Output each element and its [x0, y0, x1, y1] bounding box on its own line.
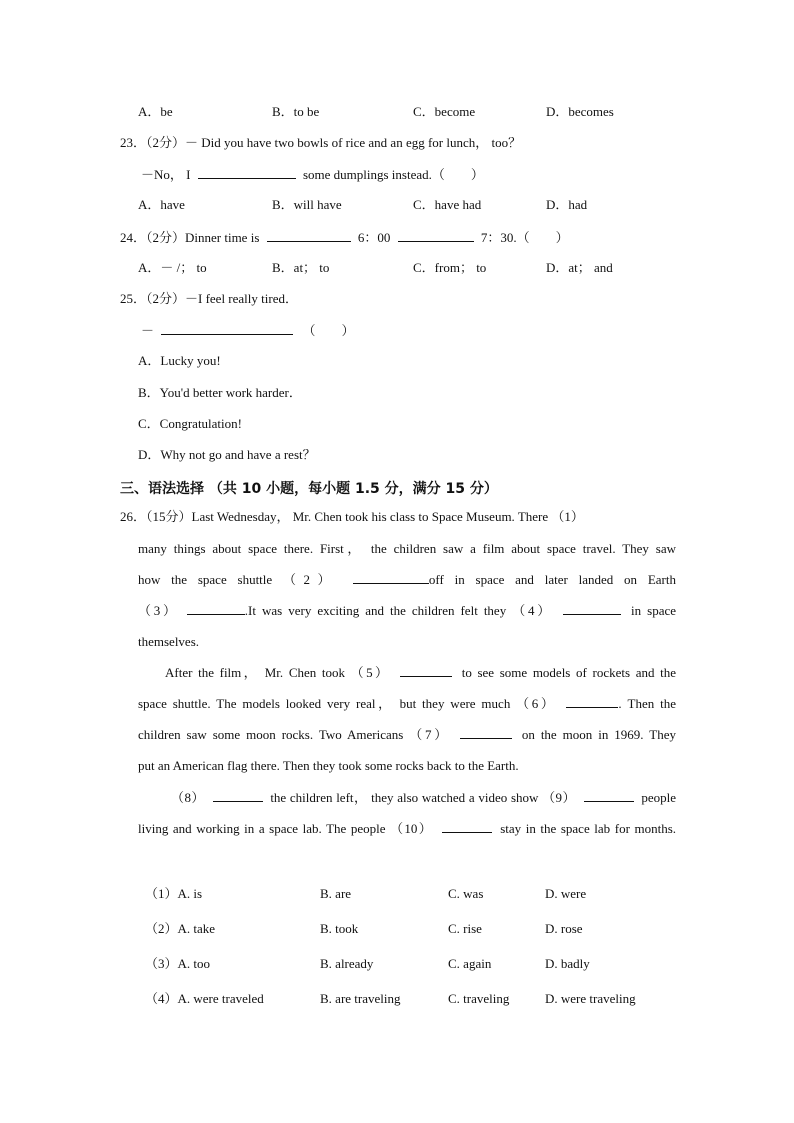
q23-line2-post: some dumplings instead.（ ） [302, 167, 484, 182]
q23-option-d: D．had [546, 197, 588, 212]
q26-p2-line-a [138, 657, 676, 688]
q26-p1-d-post: in space [631, 603, 677, 618]
q24-blank-1 [267, 229, 351, 242]
q23-option-c: C．have had [413, 197, 482, 212]
q26-p2-line-b [138, 688, 676, 719]
q26-p2-line-c [138, 719, 676, 750]
q26-opt-3-a: （3）A. too [145, 956, 211, 971]
q23-option-a: A．have [138, 197, 185, 212]
q26-p3-a-mid: the children left， they also watched a video show （9） [270, 790, 576, 805]
q25-line2-post: （ ） [302, 323, 355, 338]
q26-p1-line-e: themselves. [138, 634, 200, 649]
q26-blank-9 [584, 789, 634, 802]
q26-p1-line-c [138, 564, 676, 595]
q25-option-b: B．You'd better work harder． [138, 385, 302, 400]
q26-opt-4-d: D. were traveling [545, 991, 636, 1006]
q25-line2 [141, 322, 355, 339]
q26-paragraph-3 [138, 782, 676, 844]
q26-opt-1-d: D. were [545, 886, 587, 901]
q26-opt-1-a: （1）A. is [145, 886, 203, 901]
q26-opt-3-c: C. again [448, 956, 492, 971]
q26-opt-2-c: C. rise [448, 921, 482, 936]
q25-option-d: D．Why not go and have a rest？ [138, 447, 316, 462]
q25-line2-pre: － [141, 323, 155, 338]
q26-paragraph-2 [138, 657, 676, 781]
q26-p2-c-post: on the moon in 1969. They [521, 727, 676, 742]
q26-opt-2-a: （2）A. take [145, 921, 216, 936]
q26-p2-a-pre: After the film， Mr. Chen took （5） [165, 665, 391, 680]
q25-option-a: A．Lucky you! [138, 353, 221, 368]
q26-p1-line-b: many things about space there. First， the children saw a film about space travel. They saw [138, 541, 676, 556]
q26-p3-line-a [138, 782, 676, 813]
q26-blank-7 [460, 726, 512, 739]
q24-blank-2 [398, 229, 474, 242]
q26-blank-5 [400, 664, 452, 677]
q26-paragraph-1 [138, 533, 676, 657]
q26-opt-4-a: （4）A. were traveled [145, 991, 264, 1006]
q22-option-b: B．to be [272, 104, 320, 119]
q24-option-a: A．－ /； to [138, 260, 207, 275]
q26-opt-4-b: B. are traveling [320, 991, 401, 1006]
q24-stem-pre: 24．（2分）Dinner time is [120, 230, 260, 245]
q26-p3-b-pre: living and working in a space lab. The people （10） [138, 821, 434, 836]
q25-stem: 25．（2分）－I feel really tired． [120, 291, 298, 306]
q26-blank-6 [566, 695, 618, 708]
q26-p1-d-pre: （3） [138, 603, 179, 618]
q24-option-b: B．at； to [272, 260, 330, 275]
q23-option-b: B．will have [272, 197, 342, 212]
q26-opt-2-b: B. took [320, 921, 359, 936]
q23-stem: 23．（2分）－ Did you have two bowls of rice and an egg for lunch， too？ [120, 135, 522, 150]
q26-p1-line-d [138, 595, 676, 626]
q26-opt-1-c: C. was [448, 886, 484, 901]
q23-blank [198, 166, 296, 179]
q26-p2-c-pre: children saw some moon rocks. Two Americans （7） [138, 727, 450, 742]
q26-p1-c-post: off in space and later landed on Earth [428, 572, 676, 587]
q26-p3-a-post: people [641, 790, 677, 805]
q26-p1-d-mid: .It was very exciting and the children felt they （4） [244, 603, 553, 618]
q26-opt-2-d: D. rose [545, 921, 583, 936]
q23-line2-pre: －No， I [141, 167, 191, 182]
q23-line2 [141, 166, 484, 183]
q24-stem [120, 229, 569, 246]
q26-blank-2 [353, 571, 429, 584]
q26-blank-4 [563, 602, 621, 615]
q26-p3-b-post: stay in the space lab for months. [500, 821, 677, 836]
q24-option-c: C．from； to [413, 260, 487, 275]
q26-opt-1-b: B. are [320, 886, 352, 901]
q24-option-d: D．at； and [546, 260, 613, 275]
q25-blank [161, 322, 293, 335]
q26-p2-b-post: . Then the [618, 696, 677, 711]
q26-opt-4-c: C. traveling [448, 991, 510, 1006]
q26-p1-c-pre: how the space shuttle （2） [138, 572, 339, 587]
q26-opt-3-b: B. already [320, 956, 374, 971]
q22-option-d: D．becomes [546, 104, 614, 119]
section-3-title: 三、语法选择 （共 10 小题，每小题 1.5 分，满分 15 分） [120, 481, 498, 497]
q26-blank-8 [213, 789, 263, 802]
q26-blank-10 [442, 820, 492, 833]
q26-p2-line-d: put an American flag there. Then they took some rocks back to the Earth. [138, 758, 519, 773]
q24-stem-post: 7：30.（ ） [480, 230, 569, 245]
q26-p2-a-post: to see some models of rockets and the [461, 665, 677, 680]
q24-stem-mid: 6：00 [357, 230, 391, 245]
q26-blank-3 [187, 602, 245, 615]
q26-opt-3-d: D. badly [545, 956, 590, 971]
q26-line-1: 26．（15分）Last Wednesday， Mr. Chen took his class to Space Museum. There （1） [120, 509, 584, 524]
q26-p3-line-b [138, 813, 676, 844]
q26-p3-a-pre: （8） [171, 790, 205, 805]
q22-option-c: C．become [413, 104, 476, 119]
q26-p2-b-pre: space shuttle. The models looked very real， but they were much （6） [138, 696, 557, 711]
q25-option-c: C．Congratulation! [138, 416, 242, 431]
q22-option-a: A．be [138, 104, 173, 119]
